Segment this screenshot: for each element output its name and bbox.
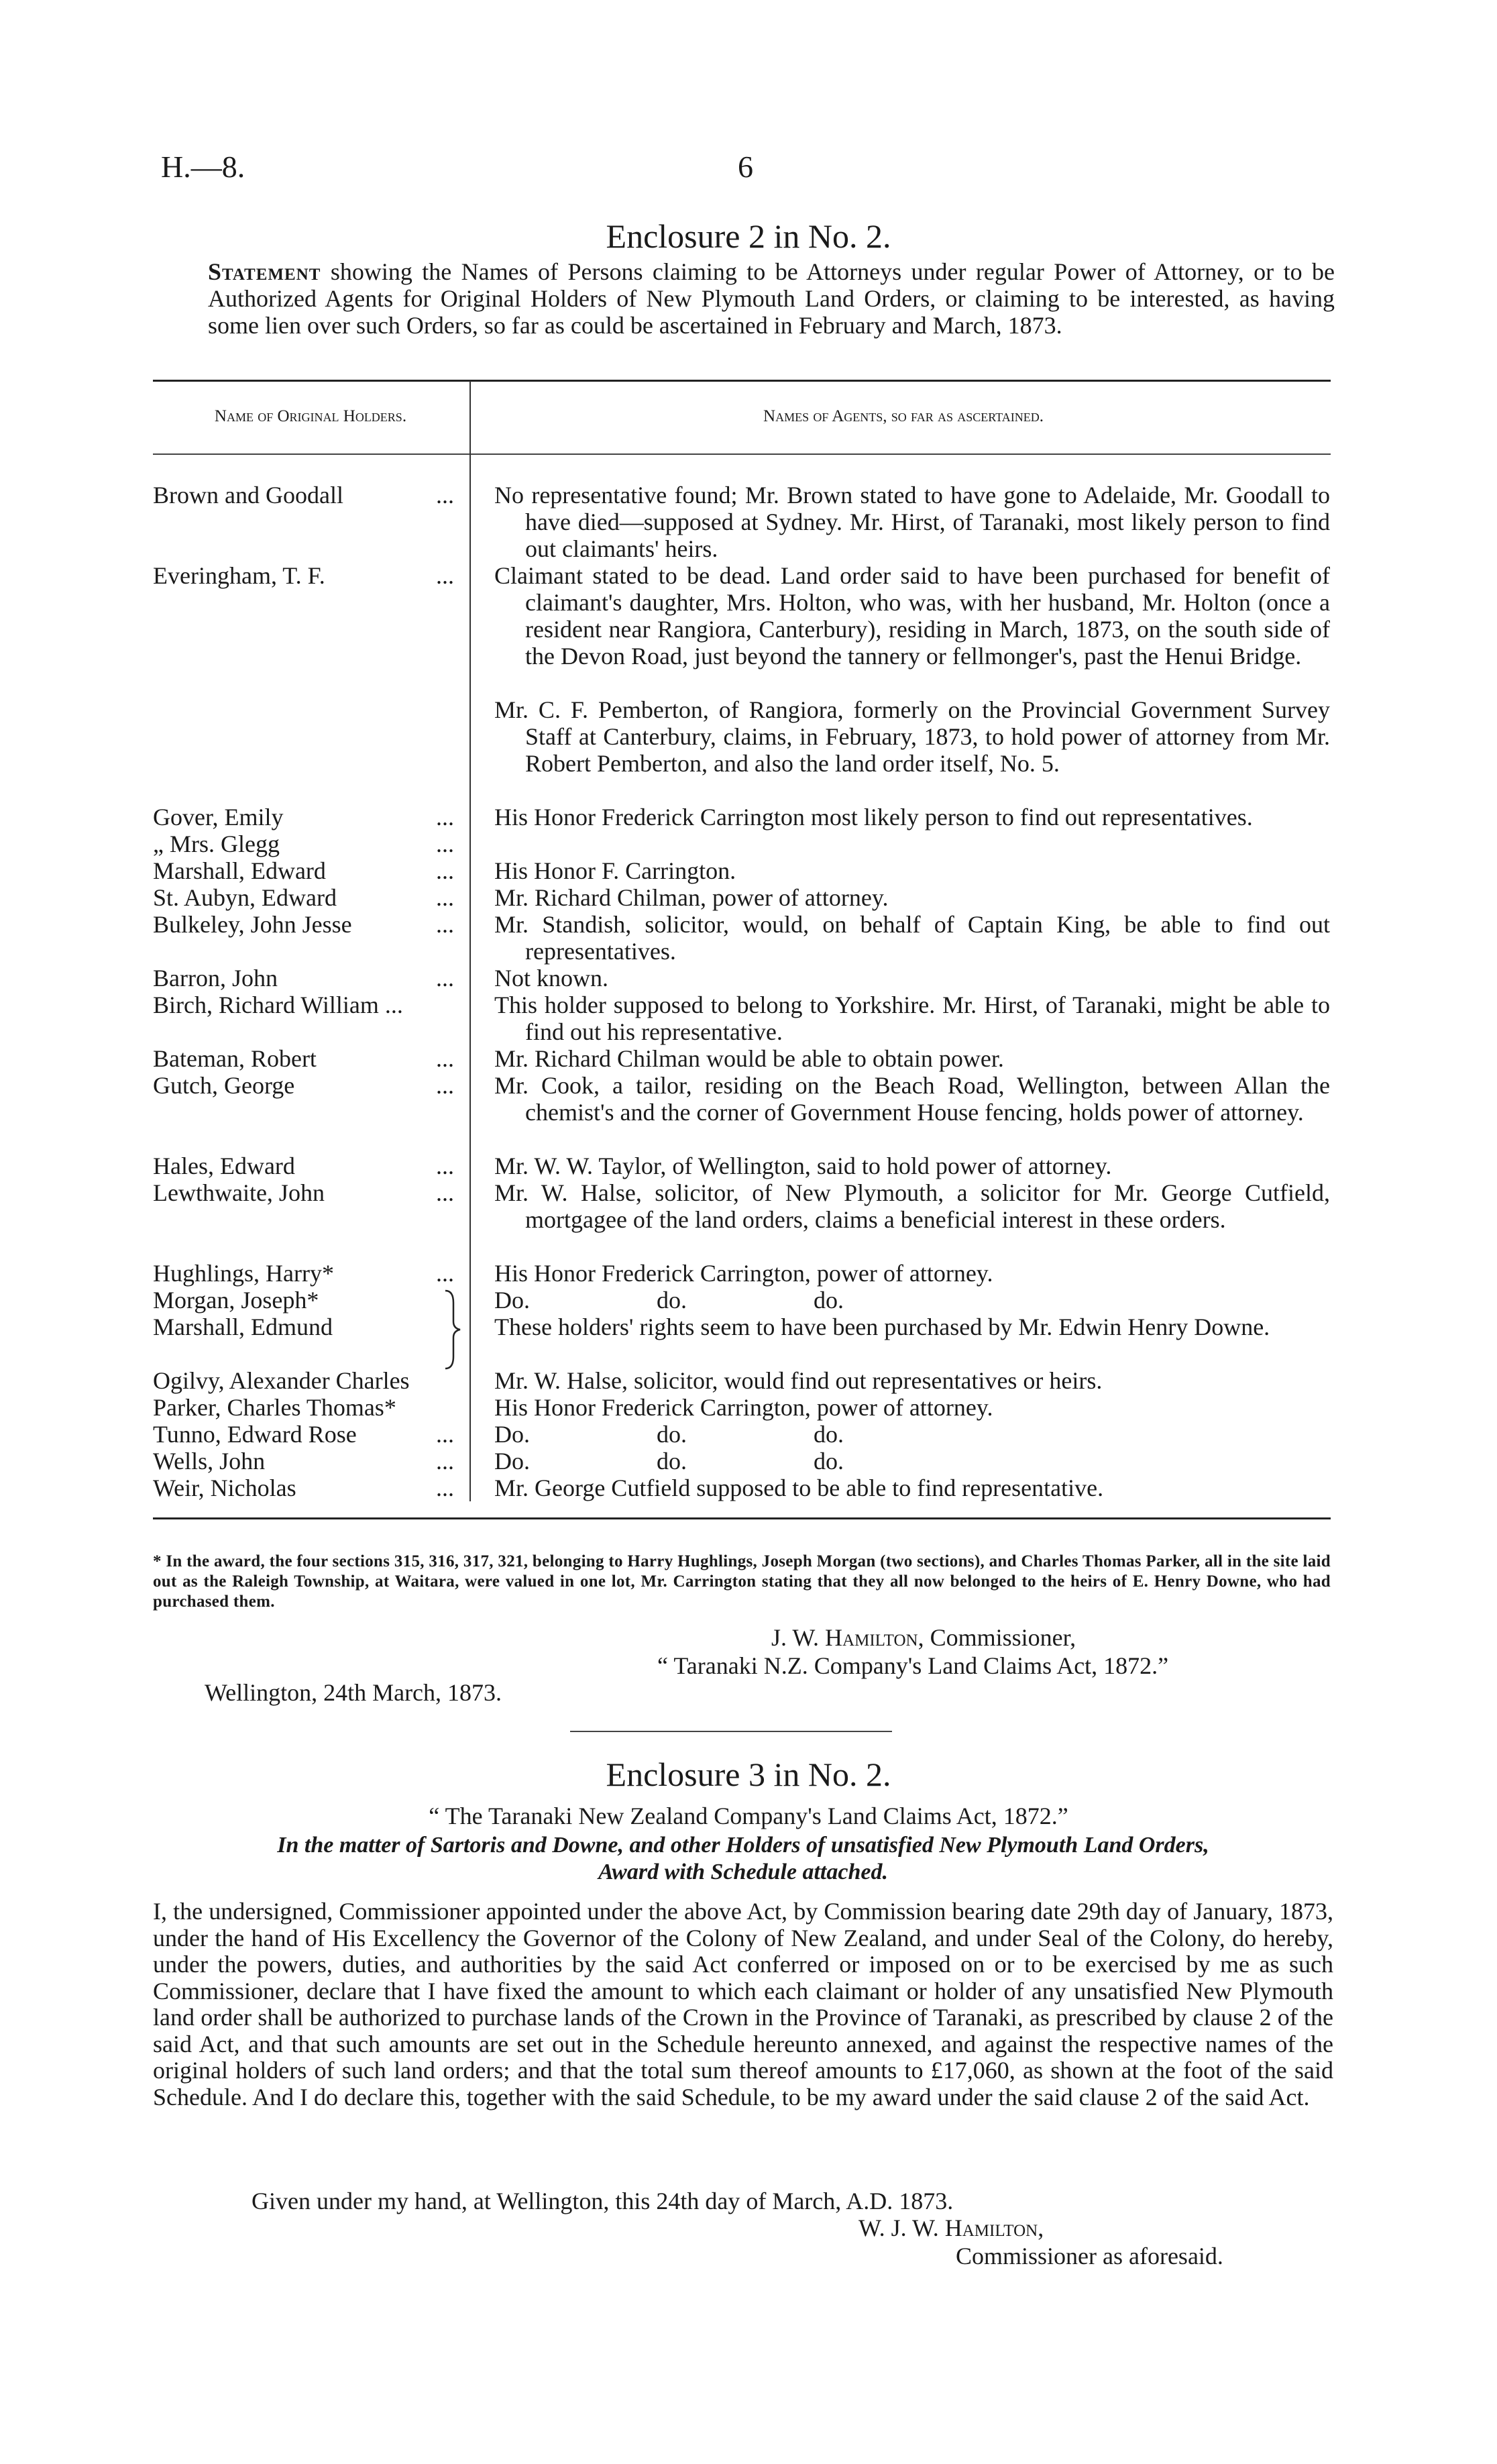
- holder-name: Parker, Charles Thomas*: [153, 1394, 396, 1421]
- leader-dots: ...: [436, 831, 454, 857]
- agent-entry: [494, 482, 1330, 562]
- agent-entry: [494, 1287, 1330, 1314]
- leader-dots: ...: [436, 857, 454, 884]
- agent-entry: [494, 804, 1330, 831]
- holder-name: Marshall, Edward: [153, 857, 326, 884]
- statement-text: showing the Names of Persons claiming to be Attorneys under regular Power of Attorney, or to be Authorized Agents for Original Holders of New Plymouth Land Orders, or claiming to be interested, as having some lien over such Orders, so far as could be ascertained in February and March, 1873.: [208, 258, 1335, 339]
- signature-initials: J. W.: [771, 1624, 826, 1651]
- agent-entry: [494, 1314, 1330, 1340]
- agent-text: Not known.: [494, 965, 608, 992]
- agent-text: This holder supposed to belong to Yorkshire. Mr. Hirst, of Taranaki, might be able to find out his representative.: [494, 992, 1330, 1045]
- holder-name: Everingham, T. F.: [153, 562, 325, 589]
- brace-icon: [443, 1289, 463, 1370]
- leader-dots: ...: [436, 1448, 454, 1475]
- holder-name: Morgan, Joseph*: [153, 1287, 319, 1314]
- leader-dots: ...: [436, 562, 454, 589]
- holder-name: Hughlings, Harry*: [153, 1260, 334, 1287]
- given-line: Given under my hand, at Wellington, this 24th day of March, A.D. 1873.: [252, 2188, 954, 2214]
- act-reference: “ Taranaki N.Z. Company's Land Claims Act, 1872.”: [657, 1652, 1169, 1679]
- agent-entry: [494, 1421, 1330, 1448]
- holder-name: Wells, John: [153, 1448, 266, 1475]
- signature-comma: ,: [1038, 2214, 1044, 2241]
- agent-entry: [494, 911, 1330, 965]
- agent-entry: [494, 1045, 1330, 1072]
- signature-initials: W. J. W.: [858, 2214, 945, 2241]
- enclosure-3-title: Enclosure 3 in No. 2.: [606, 1756, 891, 1793]
- commissioner-signature: [771, 1623, 1076, 1652]
- agent-text: Claimant stated to be dead. Land order said to have been purchased for benefit of claimant's daughter, Mrs. Holton, who was, with her husband, Mr. Holton (once a resident near Rangiora, Canterbury), residing in March, 1873, on the south side of the Devon Road, just beyond the tannery or fellmonger's, past the Henui Bridge.: [494, 562, 1330, 669]
- holder-name: Gover, Emily: [153, 804, 284, 831]
- agent-text: Do. do. do.: [494, 1287, 844, 1314]
- holder-name: „ Mrs. Glegg: [153, 831, 280, 857]
- agent-text: Mr. W. Halse, solicitor, would find out representatives or heirs.: [494, 1367, 1103, 1394]
- holder-name: Brown and Goodall: [153, 482, 343, 508]
- agent-text: Mr. C. F. Pemberton, of Rangiora, formerly on the Provincial Government Survey Staff at Canterbury, claims, in February, 1873, to hold power of attorney from Mr. Robert Pemberton, and also the land order itself, No. 5.: [494, 696, 1330, 777]
- matter-line-2: Award with Schedule attached.: [598, 1860, 888, 1884]
- agent-entry: [494, 884, 1330, 911]
- agent-text: His Honor Frederick Carrington, power of attorney.: [494, 1260, 993, 1287]
- agent-text: Mr. Richard Chilman would be able to obtain power.: [494, 1045, 1004, 1072]
- agent-text: Do. do. do.: [494, 1421, 844, 1448]
- leader-dots: ...: [436, 482, 454, 508]
- section-divider: [570, 1731, 892, 1732]
- leader-dots: ...: [436, 1072, 454, 1099]
- leader-dots: ...: [436, 1475, 454, 1501]
- document-reference: H.—8.: [161, 150, 245, 184]
- matter-line-1: In the matter of Sartoris and Downe, and other Holders of unsatisfied New Plymouth Land Orders,: [277, 1833, 1209, 1858]
- agent-entry: [494, 992, 1330, 1045]
- agent-entry: [494, 1179, 1330, 1233]
- agent-entry: [494, 857, 1330, 884]
- column-header-agents: Names of Agents, so far as ascertained.: [763, 407, 1044, 425]
- statement-lead: Statement: [208, 258, 321, 285]
- agent-entry: [494, 696, 1330, 777]
- leader-dots: ...: [436, 911, 454, 938]
- signature-surname: Hamilton: [825, 1624, 918, 1651]
- leader-dots: ...: [436, 1260, 454, 1287]
- holder-name: St. Aubyn, Edward: [153, 884, 337, 911]
- holder-name: Hales, Edward: [153, 1153, 295, 1179]
- agent-entry: [494, 1367, 1330, 1394]
- signature-title: Commissioner as aforesaid.: [956, 2243, 1223, 2269]
- signature-title: , Commissioner,: [918, 1624, 1076, 1651]
- agent-entry: [494, 965, 1330, 992]
- holder-name: Bateman, Robert: [153, 1045, 317, 1072]
- enclosure-2-title: Enclosure 2 in No. 2.: [606, 217, 891, 255]
- agent-entry: [494, 1448, 1330, 1475]
- leader-dots: ...: [436, 804, 454, 831]
- agent-text: Mr. W. Halse, solicitor, of New Plymouth, a solicitor for Mr. George Cutfield, mortgagee of the land orders, claims a beneficial interest in these orders.: [494, 1179, 1330, 1233]
- agent-text: Mr. Richard Chilman, power of attorney.: [494, 884, 889, 911]
- award-body: I, the undersigned, Commissioner appointed under the above Act, by Commission bearing date 29th day of January, 1873, under the hand of His Excellency the Governor of the Colony of New Zealand, and under Seal of the Colony, do hereby, under the powers, duties, and authorities by the said Act conferred or imposed on or to be exercised by me as such Commissioner, declare that I have fixed the amount to which each claimant or holder of any unsatisfied New Plymouth land order shall be authorized to purchase lands of the Crown in the Province of Taranaki, as prescribed by clause 2 of the said Act, and that such amounts are set out in the Schedule hereunto annexed, and against the respective names of the original holders of such land orders; and that the total sum thereof amounts to £17,060, as shown at the foot of the said Schedule. And I do declare this, together with the said Schedule, to be my award under the said clause 2 of the said Act.: [153, 1898, 1333, 2110]
- page-number: 6: [738, 150, 753, 184]
- table-column-divider: [469, 381, 471, 1501]
- table-bottom-rule: [153, 1517, 1331, 1519]
- agent-text: Do. do. do.: [494, 1448, 844, 1475]
- leader-dots: ...: [436, 965, 454, 992]
- holder-name: Barron, John: [153, 965, 278, 992]
- place-date: Wellington, 24th March, 1873.: [205, 1679, 502, 1706]
- holder-name: Bulkeley, John Jesse: [153, 911, 352, 938]
- agent-text: These holders' rights seem to have been purchased by Mr. Edwin Henry Downe.: [494, 1314, 1270, 1340]
- agent-text: Mr. W. W. Taylor, of Wellington, said to hold power of attorney.: [494, 1153, 1112, 1179]
- table-top-rule: [153, 380, 1331, 382]
- leader-dots: ...: [436, 1153, 454, 1179]
- leader-dots: ...: [436, 1045, 454, 1072]
- agent-entry: [494, 1475, 1330, 1501]
- statement-paragraph: [208, 258, 1335, 339]
- agent-text: No representative found; Mr. Brown stated to have gone to Adelaide, Mr. Goodall to have died—supposed at Sydney. Mr. Hirst, of Taranaki, most likely person to find out claimants' heirs.: [494, 482, 1330, 562]
- column-header-holders: Name of Original Holders.: [214, 407, 407, 425]
- holder-name: Ogilvy, Alexander Charles: [153, 1367, 410, 1394]
- agent-entry: [494, 1153, 1330, 1179]
- agent-text: His Honor Frederick Carrington most likely person to find out representatives.: [494, 804, 1253, 831]
- agent-entry: [494, 562, 1330, 669]
- agent-text: His Honor Frederick Carrington, power of attorney.: [494, 1394, 993, 1421]
- agent-text: Mr. George Cutfield supposed to be able to find representative.: [494, 1475, 1104, 1501]
- table-header-rule: [153, 453, 1331, 455]
- agent-entry: [494, 1260, 1330, 1287]
- leader-dots: ...: [436, 884, 454, 911]
- holder-name: Lewthwaite, John: [153, 1179, 325, 1206]
- agent-text: His Honor F. Carrington.: [494, 857, 736, 884]
- holder-name: Birch, Richard William ...: [153, 992, 403, 1018]
- agent-text: Mr. Standish, solicitor, would, on behalf of Captain King, be able to find out representatives.: [494, 911, 1330, 965]
- agent-text: Mr. Cook, a tailor, residing on the Beach Road, Wellington, between Allan the chemist's and the corner of Government House fencing, holds power of attorney.: [494, 1072, 1330, 1126]
- signature-surname: Hamilton: [944, 2214, 1038, 2241]
- agent-entry: [494, 1072, 1330, 1126]
- holder-name: Tunno, Edward Rose: [153, 1421, 357, 1448]
- award-signature: [858, 2214, 1044, 2242]
- holder-name: Weir, Nicholas: [153, 1475, 296, 1501]
- holder-name: Gutch, George: [153, 1072, 295, 1099]
- agent-entry: [494, 1394, 1330, 1421]
- act-title: “ The Taranaki New Zealand Company's Land Claims Act, 1872.”: [429, 1803, 1068, 1829]
- footnote: * In the award, the four sections 315, 316, 317, 321, belonging to Harry Hughlings, Joseph Morgan (two sections), and Charles Thomas Parker, all in the site laid out as the Raleigh Township, at Waitara, were valued in one lot, Mr. Carrington stating that they all now belonged to the heirs of E. Henry Downe, who had purchased them.: [153, 1552, 1331, 1611]
- holder-name: Marshall, Edmund: [153, 1314, 333, 1340]
- leader-dots: ...: [436, 1179, 454, 1206]
- leader-dots: ...: [436, 1421, 454, 1448]
